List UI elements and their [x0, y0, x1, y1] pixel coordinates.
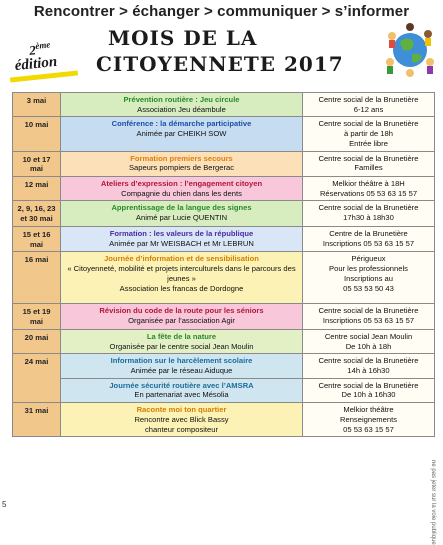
event-subtitle: Sapeurs pompiers de Bergerac: [128, 163, 235, 173]
event-row: [13, 378, 435, 402]
event-date: 16 mai: [13, 252, 61, 304]
edition-word: édition: [13, 53, 58, 75]
location-line: 6-12 ans: [353, 104, 384, 114]
location-line: 17h30 à 18h30: [343, 213, 394, 223]
event-title: Apprentissage de la langue des signes: [111, 203, 252, 213]
event-row: [13, 403, 435, 437]
location-line: Melkior théâtre: [343, 405, 394, 415]
event-row: [13, 117, 435, 151]
print-credit: ne pas jeter sur la voie publique: [430, 460, 436, 545]
location-line: Familles: [354, 163, 383, 173]
event-location: [303, 226, 435, 251]
event-row: [13, 329, 435, 353]
event-subtitle: « Citoyenneté, mobilité et projets interculturels dans le parcours des jeunes »: [67, 264, 296, 283]
event-title: Formation premiers secours: [130, 153, 233, 163]
event-date: 20 mai: [13, 329, 61, 353]
events-table: [12, 92, 435, 437]
location-line: Entrée libre: [349, 138, 388, 148]
event-date: 3 mai: [13, 93, 61, 117]
event-subtitle: Association les francas de Dordogne: [119, 283, 244, 293]
location-line: Réservations 05 53 63 15 57: [319, 188, 418, 198]
event-row: [13, 93, 435, 117]
location-line: Inscriptions au: [344, 273, 393, 283]
location-line: Centre social Jean Moulin: [324, 331, 413, 341]
page-number: 5: [2, 500, 7, 509]
event-location: [303, 117, 435, 151]
event-subtitle: chanteur compositeur: [144, 424, 219, 434]
location-line: Centre social de la Brunetière: [318, 203, 419, 213]
event-title: Raconte moi ton quartier: [136, 405, 227, 415]
tagline: Rencontrer > échanger > communiquer > s’informer: [33, 3, 410, 20]
location-line: Centre social de la Brunetière: [318, 306, 419, 316]
event-date: 15 et 19 mai: [13, 304, 61, 329]
location-line: Centre de la Brunetière: [329, 228, 408, 238]
event-location: [303, 304, 435, 329]
event-location: [303, 177, 435, 201]
event-subtitle: Compagnie du chien dans les dents: [121, 188, 242, 198]
location-line: Centre social de la Brunetière: [318, 380, 419, 390]
event-location: [303, 354, 435, 378]
location-line: Melkior théâtre à 18H: [332, 179, 405, 189]
event-location: [303, 252, 435, 304]
event-description: [61, 151, 303, 176]
event-title: Conférence : la démarche participative: [111, 119, 252, 129]
location-line: Renseignements: [340, 414, 397, 424]
event-date: 24 mai: [13, 354, 61, 403]
event-location: [303, 201, 435, 226]
event-row: [13, 201, 435, 226]
event-title: Ateliers d’expression : l’engagement citoyen: [100, 179, 263, 189]
event-description: [61, 329, 303, 353]
location-line: Périgueux: [351, 254, 386, 264]
event-description: [61, 226, 303, 251]
event-title: Journée sécurité routière avec l’AMSRA: [109, 380, 254, 390]
event-row: [13, 252, 435, 304]
event-location: [303, 93, 435, 117]
event-description: [61, 117, 303, 151]
location-line: 05 53 63 15 57: [343, 424, 394, 434]
event-title: La fête de la nature: [146, 331, 217, 341]
event-description: [61, 378, 303, 402]
event-subtitle: Animée par le réseau Aiduque: [130, 365, 233, 375]
event-description: [61, 177, 303, 201]
event-row: [13, 304, 435, 329]
event-date: 10 mai: [13, 117, 61, 151]
event-subtitle: Organisée par l’association Agir: [128, 316, 235, 326]
event-row: [13, 151, 435, 176]
title-line-2: CITOYENNETE 2017: [96, 52, 344, 76]
event-subtitle: Association Jeu déambule: [137, 104, 226, 114]
event-description: [61, 403, 303, 437]
event-description: [61, 93, 303, 117]
edition-number: 2ème: [28, 39, 51, 58]
event-subtitle: Animée par CHEIKH SOW: [136, 129, 227, 139]
event-location: [303, 378, 435, 402]
location-line: Inscriptions 05 53 63 15 57: [322, 316, 415, 326]
event-title: Journée d’information et de sensibilisation: [104, 254, 259, 264]
event-location: [303, 403, 435, 437]
location-line: Inscriptions 05 53 63 15 57: [322, 238, 415, 248]
location-line: Centre social de la Brunetière: [318, 153, 419, 163]
event-description: [61, 252, 303, 304]
event-subtitle: Organisée par le centre social Jean Moulin: [109, 341, 254, 351]
event-date: 2, 9, 16, 23 et 30 mai: [13, 201, 61, 226]
event-title: Prévention routière : Jeu circule: [123, 95, 240, 104]
event-row: [13, 226, 435, 251]
event-title: Information sur le harcèlement scolaire: [110, 356, 253, 366]
event-date: 12 mai: [13, 177, 61, 201]
title-line-1: MOIS DE LA: [108, 26, 258, 50]
location-line: De 10h à 18h: [345, 341, 392, 351]
event-row: [13, 177, 435, 201]
location-line: Centre social de la Brunetière: [318, 356, 419, 366]
event-row: [13, 354, 435, 378]
event-description: [61, 201, 303, 226]
location-line: Centre social de la Brunetière: [318, 95, 419, 104]
event-subtitle: En partenariat avec Mésolia: [134, 390, 229, 400]
event-subtitle: Animé par Lucie QUENTIN: [135, 213, 228, 223]
location-line: Pour les professionnels: [329, 264, 408, 274]
event-title: Formation : les valeurs de la république: [109, 228, 254, 238]
event-date: 10 et 17 mai: [13, 151, 61, 176]
globe-children-logo: [382, 22, 438, 78]
location-line: Centre social de la Brunetière: [318, 119, 419, 129]
event-location: [303, 151, 435, 176]
event-description: [61, 354, 303, 378]
event-subtitle: Animée par Mr WEISBACH et Mr LEBRUN: [109, 238, 254, 248]
event-location: [303, 329, 435, 353]
event-subtitle: Rencontre avec Blick Bassy: [134, 414, 229, 424]
location-line: 05 53 53 50 43: [343, 283, 394, 293]
event-date: 15 et 16 mai: [13, 226, 61, 251]
event-description: [61, 304, 303, 329]
event-date: 31 mai: [13, 403, 61, 437]
location-line: De 10h à 16h30: [341, 390, 396, 400]
event-title: Révision du code de la route pour les séniors: [99, 306, 264, 316]
location-line: 14h à 16h30: [347, 365, 390, 375]
location-line: à partir de 18h: [344, 129, 393, 139]
